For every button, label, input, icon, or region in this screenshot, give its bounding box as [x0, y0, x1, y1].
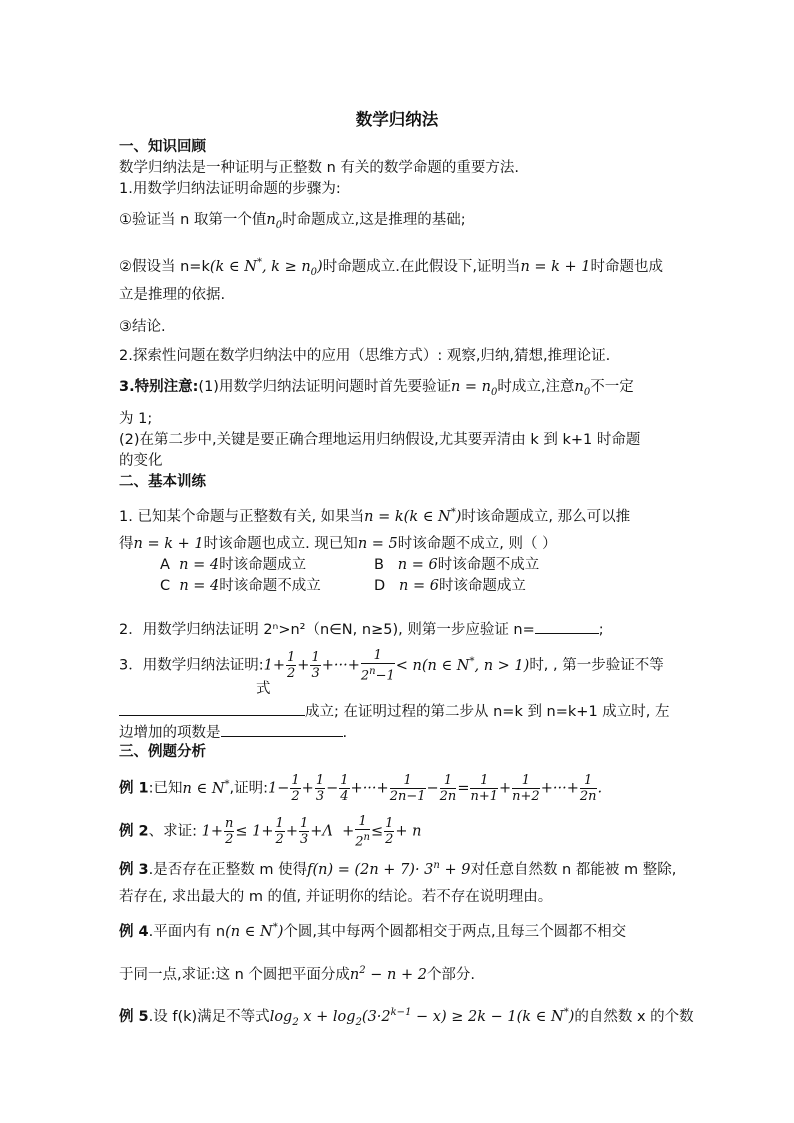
example4-line2: 于同一点,求证:这 n 个圆把平面分成$n^2 - n + 2$个部分. — [119, 965, 476, 983]
example2-line: 例 2、求证: 1+ $\frac{n}{2}$ ≤ 1+ $\frac{1}{2}$ + $\frac{1}{3}$ +Λ + $\frac{1}{2^n}$ ≤ $\frac{1}{2}$ + n — [119, 814, 422, 850]
math-n-eq-n0: $n = n_0$ — [450, 379, 498, 398]
q1-line2: 得n = k + 1时该命题也成立. 现已知n = 5时该命题不成立, 则（ ） — [119, 536, 557, 552]
example1-line: 例 1:已知n ∈ N*,证明:1− $\frac{1}{2}$ + $\frac{1}{3}$ − $\frac{1}{4}$ +···+ $\frac{1}{2n-1}$ − $\frac{1}{2n}$ = $\frac{1}{n+1}$ + $\frac{1}{n+2}$ +···+ $\frac{1}{2n}$ . — [119, 773, 603, 804]
option-b[interactable]: B n = 6时该命题不成立 — [374, 557, 540, 573]
intro-text: 数学归纳法是一种证明与正整数 n 有关的数学命题的重要方法. — [119, 160, 520, 176]
option-d[interactable]: D n = 6时该命题成立 — [374, 578, 526, 594]
option-c[interactable]: C n = 4时该命题不成立 — [160, 578, 321, 594]
option-a[interactable]: A n = 4时该命题成立 — [160, 557, 307, 573]
section-heading-review: 一、知识回顾 — [119, 139, 206, 155]
example4-line1: 例 4.平面内有 n(n ∈ N*)个圆,其中每两个圆都相交于两点,且每三个圆都不相交 — [119, 922, 627, 940]
q3-inequality-blank[interactable] — [119, 700, 305, 716]
step2-line: ②假设当 n=k(k ∈ N*, $k \ge n_0$)时命题成立.在此假设下,证明当n = k + 1时命题也成 — [119, 257, 664, 278]
example3-line2: 若存在, 求出最大的 m 的值, 并证明你的结论。若不存在说明理由。 — [119, 889, 553, 905]
q3-line1: 3．用数学归纳法证明:1+ $\frac{1}{2}$ + $\frac{1}{3}$ +···+ $\frac{1}{2^n-1}$ < n(n ∈ N*, n > 1)时, , 第一步验证不等 — [119, 648, 664, 684]
item3-cont1: 为 1; — [119, 411, 153, 427]
item3-cont2: (2)在第二步中,关键是要正确合理地运用归纳假设,尤其要弄清由 k 到 k+1 时命题 — [119, 432, 641, 448]
q2-answer-blank[interactable] — [535, 618, 599, 634]
step1-line: ①验证当 n 取第一个值$n_0$时命题成立,这是推理的基础; — [119, 212, 466, 231]
q2-line: 2．用数学归纳法证明 2ⁿ>n²（n∈N, n≥5), 则第一步应验证 n= ; — [119, 618, 604, 640]
page-title: 数学归纳法 — [355, 110, 439, 129]
example3-line1: 例 3.是否存在正整数 m 使得$f(n) = (2n + 7)\cdot 3^n + 9$对任意自然数 n 都能被 m 整除, — [119, 860, 677, 878]
q3-line3: 边增加的项数是 . — [119, 721, 347, 743]
section-heading-examples: 三、例题分析 — [119, 744, 206, 760]
math-n0: $n_0$ — [266, 212, 283, 231]
q3-shi: 式 — [256, 681, 271, 697]
math-k-cond: (k ∈ N*, $k \ge n_0$) — [209, 257, 323, 278]
steps-label: 1.用数学归纳法证明命题的步骤为: — [119, 181, 341, 197]
item2-line: 2.探索性问题在数学归纳法中的应用（思维方式）: 观察,归纳,猜想,推理论证. — [119, 348, 611, 364]
q3-count-blank[interactable] — [221, 721, 343, 737]
step3-line: ③结论. — [119, 319, 166, 335]
step2-cont: 立是推理的依据. — [119, 287, 226, 303]
section-heading-training: 二、基本训练 — [119, 474, 206, 490]
math-n-eq-k: n = k(k ∈ N*) — [364, 507, 462, 525]
math-n-eq-k1: n = k + 1 — [520, 258, 591, 275]
example5-line: 例 5.设 f(k)满足不等式$\log_2 x + \log_2(3\cdot 2^{k-1} - x) \ge 2k - 1(k$ ∈ N*)的自然数 x 的个数 — [119, 1007, 694, 1028]
item3-line: 3.特别注意:(1)用数学归纳法证明问题时首先要验证$n = n_0$时成立,注意$n_0$不一定 — [119, 379, 634, 398]
item3-cont3: 的变化 — [119, 453, 163, 469]
q3-line2: 成立; 在证明过程的第二步从 n=k 到 n=k+1 成立时, 左 — [119, 700, 670, 722]
math-n0b: $n_0$ — [574, 379, 591, 398]
q1-line1: 1. 已知某个命题与正整数有关, 如果当n = k(k ∈ N*)时该命题成立, 那么可以推 — [119, 507, 631, 525]
